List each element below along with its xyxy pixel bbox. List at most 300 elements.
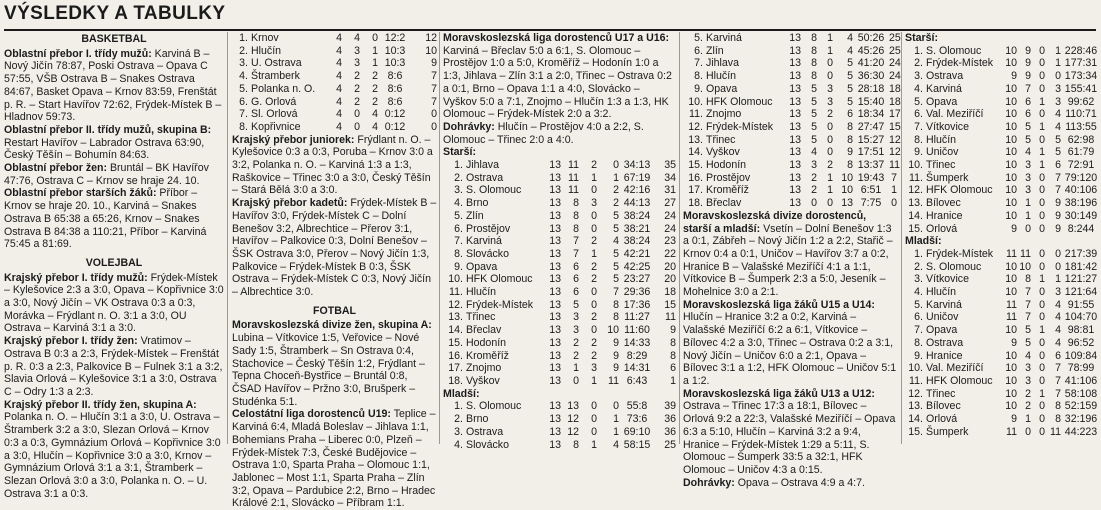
table-cell: 52:159: [1064, 400, 1098, 413]
result-paragraph: [683, 388, 897, 477]
result-paragraph: [232, 134, 437, 198]
team-name: Štramberk: [251, 70, 300, 83]
table-cell: 0: [1039, 44, 1045, 57]
table-cell: 2: [372, 95, 378, 108]
volejbal-heading: VOLEJBAL: [85, 256, 143, 269]
table-cell: 15:27: [857, 133, 885, 146]
table-cell: 13: [789, 120, 801, 133]
table-cell: 0: [354, 108, 360, 121]
team-name: Břeclav: [706, 197, 742, 210]
table-row: [683, 172, 897, 185]
table-cell: 7: [431, 70, 437, 83]
table-cell: 10: [1005, 159, 1017, 172]
table-cell: 72:91: [1067, 159, 1095, 172]
table-cell: 13: [789, 95, 801, 108]
table-cell: 2.: [454, 413, 463, 426]
table-cell: 13: [549, 362, 561, 375]
table-cell: 7: [1055, 387, 1061, 400]
result-paragraph: [4, 48, 224, 124]
table-cell: 7: [613, 286, 619, 299]
team-name: Brno: [466, 197, 489, 210]
table-cell: 10: [841, 184, 853, 197]
table-row: [905, 311, 1101, 324]
table-cell: 0: [1025, 222, 1031, 235]
table-cell: 2.: [914, 260, 923, 273]
table-cell: 8: [811, 57, 817, 70]
table-cell: 0: [1039, 108, 1045, 121]
table-cell: 9: [847, 146, 853, 159]
result-paragraph: [4, 124, 224, 162]
table-cell: 10.: [908, 362, 923, 375]
table-cell: 3.: [454, 184, 463, 197]
table-cell: 13: [789, 197, 801, 210]
team-name: Kroměříž: [466, 349, 509, 362]
table-cell: 5: [1025, 133, 1031, 146]
table-cell: 7.: [239, 108, 248, 121]
table-cell: 0: [1039, 425, 1045, 438]
table-cell: 4.: [914, 286, 923, 299]
table-cell: 12.: [908, 184, 923, 197]
table-cell: 10: [1005, 362, 1017, 375]
table-cell: 4: [1055, 336, 1061, 349]
team-name: Ostrava: [466, 425, 504, 438]
table-row: [232, 57, 437, 70]
table-row: [232, 83, 437, 96]
table-cell: 0: [1039, 413, 1045, 426]
table-cell: 91:55: [1067, 298, 1095, 311]
team-name: Třinec: [466, 311, 496, 324]
table-cell: 4: [847, 44, 853, 57]
table-cell: 1: [1039, 324, 1045, 337]
table-cell: 0: [1039, 286, 1045, 299]
table-cell: 4: [336, 70, 342, 83]
table-cell: 0: [573, 374, 579, 387]
mladsi-u16-table: [443, 400, 676, 451]
table-cell: 2: [591, 273, 597, 286]
table-cell: 9.: [914, 146, 923, 159]
volejbal-results: [4, 272, 224, 501]
table-cell: 0: [591, 184, 597, 197]
team-name: Vítkovice: [926, 120, 969, 133]
team-name: Vítkovice: [926, 273, 969, 286]
table-cell: 0: [1039, 400, 1045, 413]
competition-name: Moravskoslezská divize žen, skupina A:: [232, 319, 432, 332]
table-cell: 13: [789, 133, 801, 146]
table-cell: 13: [549, 349, 561, 362]
table-cell: 8.: [694, 70, 703, 83]
table-cell: 32:196: [1064, 413, 1098, 426]
table-cell: 10:3: [384, 57, 406, 70]
table-cell: 9: [1011, 222, 1017, 235]
table-cell: 3: [573, 324, 579, 337]
table-cell: 2.: [914, 57, 923, 70]
table-cell: 9.: [694, 82, 703, 95]
table-cell: 13: [549, 247, 561, 260]
team-name: Uničov: [926, 146, 959, 159]
table-cell: 3.: [914, 273, 923, 286]
table-cell: 5: [847, 70, 853, 83]
table-cell: 11:27: [624, 311, 650, 324]
basketbal-heading: BASKETBAL: [81, 33, 147, 45]
table-cell: 62:98: [1067, 133, 1095, 146]
team-name: U. Ostrava: [251, 57, 302, 70]
table-cell: 16.: [448, 349, 463, 362]
table-cell: 10: [1005, 146, 1017, 159]
table-row: [232, 108, 437, 121]
table-cell: 11.: [909, 171, 923, 184]
table-cell: 5.: [914, 298, 923, 311]
table-cell: 0: [591, 222, 597, 235]
table-row: [443, 311, 676, 324]
table-row: [683, 121, 897, 134]
table-cell: 34: [664, 171, 676, 184]
table-row: [683, 96, 897, 109]
table-cell: 7: [1055, 374, 1061, 387]
table-cell: 28:18: [857, 82, 885, 95]
table-cell: 1.: [454, 400, 463, 413]
table-cell: 7: [1055, 184, 1061, 197]
table-cell: 78:99: [1067, 362, 1095, 375]
table-cell: 10: [1005, 95, 1017, 108]
table-cell: 0: [1039, 336, 1045, 349]
table-cell: 24: [664, 222, 676, 235]
starsi-u17-label: Starší:: [443, 146, 476, 159]
team-name: G. Orlová: [251, 95, 297, 108]
table-row: [683, 57, 897, 70]
table-cell: 18.: [688, 197, 703, 210]
result-paragraph: [4, 272, 224, 336]
table-cell: 40:106: [1064, 184, 1098, 197]
team-name: S. Olomouc: [466, 400, 522, 413]
table-cell: 5: [811, 133, 817, 146]
table-cell: 13: [567, 400, 579, 413]
table-cell: 6.: [694, 44, 703, 57]
table-cell: 8: [613, 298, 619, 311]
team-name: Hranice: [926, 209, 963, 222]
table-cell: 13: [549, 209, 561, 222]
table-cell: 8: [847, 120, 853, 133]
competition-name: Oblastní přebor žen:: [4, 162, 108, 175]
table-cell: 9: [1025, 44, 1031, 57]
table-cell: 12.: [908, 387, 923, 400]
table-cell: 2: [573, 336, 579, 349]
table-cell: 12: [889, 146, 901, 159]
table-cell: 96:52: [1067, 336, 1095, 349]
table-cell: 11:60: [624, 324, 650, 337]
team-name: Šumperk: [926, 425, 969, 438]
table-cell: 9: [1025, 70, 1031, 83]
table-cell: 11: [1006, 311, 1017, 324]
table-cell: 1: [827, 32, 833, 44]
table-cell: 0: [891, 197, 897, 210]
table-cell: 24: [889, 57, 901, 70]
table-cell: 8: [613, 311, 619, 324]
team-name: HFK Olomouc: [926, 374, 993, 387]
table-cell: 6: [573, 286, 579, 299]
table-row: [443, 223, 676, 236]
table-cell: 6.: [914, 311, 923, 324]
table-cell: 5: [613, 273, 619, 286]
table-cell: 9: [670, 324, 676, 337]
table-cell: 10.: [688, 95, 703, 108]
table-cell: 10: [1005, 273, 1017, 286]
table-cell: 44:223: [1064, 425, 1098, 438]
table-cell: 5: [613, 247, 619, 260]
table-cell: 13: [789, 70, 801, 83]
table-cell: 1: [613, 425, 619, 438]
team-name: Slovácko: [466, 247, 509, 260]
table-row: [905, 324, 1101, 337]
table-cell: 27: [664, 197, 676, 210]
table-cell: 13: [789, 146, 801, 159]
table-cell: 13: [549, 425, 561, 438]
table-cell: 20: [664, 260, 676, 273]
table-cell: 7: [1025, 82, 1031, 95]
table-row: [232, 45, 437, 58]
table-row: [905, 223, 1101, 236]
table-cell: 1: [1039, 95, 1045, 108]
table-row: [443, 337, 676, 350]
table-row: [683, 83, 897, 96]
table-cell: 4: [1055, 108, 1061, 121]
table-cell: 0: [827, 70, 833, 83]
table-cell: 29:36: [623, 286, 651, 299]
team-name: Sl. Orlová: [251, 108, 298, 121]
table-cell: 2.: [454, 171, 463, 184]
table-cell: 5: [847, 82, 853, 95]
table-cell: 41:20: [857, 57, 885, 70]
table-cell: 7: [1055, 171, 1061, 184]
table-cell: 36:30: [857, 70, 885, 83]
team-name: Opava: [926, 95, 958, 108]
table-cell: 99:62: [1067, 95, 1095, 108]
table-row: [905, 159, 1101, 172]
table-cell: 0:12: [384, 108, 406, 121]
team-name: Prostějov: [466, 222, 511, 235]
table-cell: 3: [827, 95, 833, 108]
table-cell: 1: [1039, 159, 1045, 172]
team-name: Hranice: [926, 349, 963, 362]
table-cell: 14.: [908, 413, 923, 426]
result-text: Bruntál – BK Havířov 47:76, Ostrava C – Krnov se hraje 24. 10.: [4, 162, 209, 187]
table-cell: 0: [827, 57, 833, 70]
team-name: Kopřivnice: [251, 120, 301, 133]
result-paragraph: [683, 299, 897, 388]
table-cell: 8: [573, 197, 579, 210]
table-cell: 3.: [914, 70, 923, 83]
table-cell: 17:51: [857, 146, 885, 159]
result-paragraph: [4, 335, 224, 399]
table-cell: 10: [1005, 82, 1017, 95]
table-cell: 5: [847, 57, 853, 70]
table-cell: 12: [889, 133, 901, 146]
table-cell: 10: [1005, 349, 1017, 362]
table-cell: 10: [1005, 374, 1017, 387]
table-cell: 3: [1025, 184, 1031, 197]
table-row: [683, 184, 897, 197]
table-cell: 8:6: [387, 82, 403, 95]
table-cell: 4: [613, 438, 619, 451]
table-cell: 2: [613, 184, 619, 197]
table-cell: 14.: [688, 146, 703, 159]
table-cell: 8.: [239, 120, 248, 133]
table-cell: 4.: [239, 70, 248, 83]
table-row: [443, 362, 676, 375]
competition-name: Krajský přebor kadetů:: [232, 197, 348, 210]
table-cell: 13: [789, 108, 801, 121]
table-cell: 2: [591, 311, 597, 324]
result-paragraph: [232, 408, 437, 510]
table-cell: 1: [372, 57, 378, 70]
table-cell: 8: [573, 222, 579, 235]
table-cell: 0: [1039, 349, 1045, 362]
table-row: [443, 324, 676, 337]
table-cell: 8: [811, 32, 817, 44]
result-text: Hlučín – Prostějov 4:0 a 2:2, S. Olomouc – Třinec 2:0 a 4:0.: [443, 120, 644, 146]
table-cell: 1: [1039, 273, 1045, 286]
table-cell: 0: [1039, 247, 1045, 260]
table-cell: 5.: [454, 209, 463, 222]
table-cell: 8: [670, 349, 676, 362]
table-cell: 4: [336, 32, 342, 44]
table-cell: 23: [664, 235, 676, 248]
table-cell: 8: [573, 438, 579, 451]
table-cell: 6: [573, 260, 579, 273]
table-cell: 50:26: [857, 32, 885, 44]
team-name: Břeclav: [466, 324, 502, 337]
table-cell: 2.: [239, 44, 248, 57]
table-cell: 4: [372, 120, 378, 133]
table-cell: 35: [664, 159, 676, 172]
table-cell: 7: [431, 82, 437, 95]
table-cell: 3: [811, 159, 817, 172]
table-cell: 0: [1039, 133, 1045, 146]
table-row: [905, 134, 1101, 147]
table-cell: 13: [549, 273, 561, 286]
table-cell: 0: [591, 209, 597, 222]
table-cell: 5.: [239, 82, 248, 95]
table-cell: 3: [591, 362, 597, 375]
team-name: Bílovec: [926, 197, 961, 210]
table-cell: 13.: [688, 133, 703, 146]
table-cell: 42:21: [623, 247, 651, 260]
table-cell: 13: [789, 171, 801, 184]
column-2: [232, 32, 437, 510]
table-cell: 19:43: [857, 171, 885, 184]
table-cell: 12: [567, 425, 579, 438]
table-row: [232, 32, 437, 45]
team-name: Karviná: [926, 298, 962, 311]
table-cell: 27:47: [857, 120, 885, 133]
table-cell: 2: [591, 336, 597, 349]
table-cell: 7: [573, 247, 579, 260]
team-name: Hlučín: [251, 44, 282, 57]
team-name: Hlučín: [706, 70, 737, 83]
table-cell: 4: [1025, 146, 1031, 159]
table-cell: 10: [1005, 400, 1017, 413]
table-cell: 4: [1055, 120, 1061, 133]
table-cell: 0: [1055, 70, 1061, 83]
table-cell: 0: [827, 133, 833, 146]
result-text: Lubina – Vítkovice 1:5, Veřovice – Nové Sady 1:5, Štramberk – Sn Ostrava 0:4, Stachovice – Český Těšín 1:2, Frýdlant – Tepna Choceň-Bystřice – Bruntál 0:8, ČSAD Havířov – Pržno 3:0, Brušperk – Studénka 5:1.: [232, 332, 425, 408]
table-cell: 5: [811, 120, 817, 133]
volejbal-standings-table: [232, 32, 437, 134]
table-cell: 11: [1006, 298, 1017, 311]
table-cell: 9: [1011, 70, 1017, 83]
table-cell: 15: [664, 298, 676, 311]
table-cell: 1.: [914, 247, 923, 260]
table-cell: 11: [1006, 247, 1017, 260]
table-cell: 1: [591, 374, 597, 387]
table-cell: 1.: [239, 32, 248, 44]
team-name: Prostějov: [706, 171, 751, 184]
table-cell: 10: [1005, 57, 1017, 70]
competition-name: Krajský přebor I. třídy žen:: [4, 335, 138, 348]
table-cell: 11: [608, 374, 619, 387]
table-cell: 0: [1039, 171, 1045, 184]
table-cell: 1.: [454, 159, 463, 172]
table-cell: 0: [591, 413, 597, 426]
table-cell: 67:19: [623, 171, 651, 184]
table-cell: 1: [1055, 273, 1061, 286]
table-cell: 11: [568, 171, 579, 184]
table-cell: 2: [1025, 400, 1031, 413]
table-row: [443, 439, 676, 452]
table-cell: 0: [1055, 247, 1061, 260]
table-cell: 5: [613, 209, 619, 222]
table-cell: 2: [811, 171, 817, 184]
table-row: [905, 197, 1101, 210]
table-row: [905, 413, 1101, 426]
team-name: Hlučín: [466, 286, 497, 299]
table-cell: 9: [1055, 197, 1061, 210]
table-cell: 10: [841, 171, 853, 184]
team-name: Frýdek-Místek: [466, 298, 534, 311]
table-cell: 3: [1055, 82, 1061, 95]
team-name: Třinec: [706, 133, 736, 146]
table-cell: 7: [573, 235, 579, 248]
table-cell: 8: [847, 133, 853, 146]
table-cell: 8:244: [1067, 222, 1095, 235]
table-cell: 1: [573, 362, 579, 375]
column-5: [905, 32, 1097, 439]
table-cell: 24: [889, 70, 901, 83]
column-divider: [901, 32, 902, 444]
table-cell: 10: [1005, 260, 1017, 273]
table-cell: 0: [1039, 184, 1045, 197]
team-name: Třinec: [926, 387, 956, 400]
table-cell: 11: [568, 159, 579, 172]
competition-name: Krajský přebor I. třídy mužů:: [4, 271, 148, 284]
table-cell: 10: [1005, 44, 1017, 57]
table-cell: 13: [549, 298, 561, 311]
result-paragraph: [4, 162, 224, 187]
team-name: HFK Olomouc: [466, 273, 533, 286]
team-name: Zlín: [466, 209, 484, 222]
table-cell: 9: [1055, 209, 1061, 222]
table-cell: 13: [549, 171, 561, 184]
table-cell: 1: [591, 247, 597, 260]
table-cell: 1: [372, 44, 378, 57]
table-cell: 25: [889, 32, 901, 44]
table-cell: 34:13: [623, 159, 651, 172]
table-cell: 13.: [908, 400, 923, 413]
table-cell: 15:40: [857, 95, 885, 108]
table-row: [443, 375, 676, 388]
table-cell: 11: [568, 184, 579, 197]
table-cell: 13: [789, 44, 801, 57]
table-cell: 13: [549, 374, 561, 387]
